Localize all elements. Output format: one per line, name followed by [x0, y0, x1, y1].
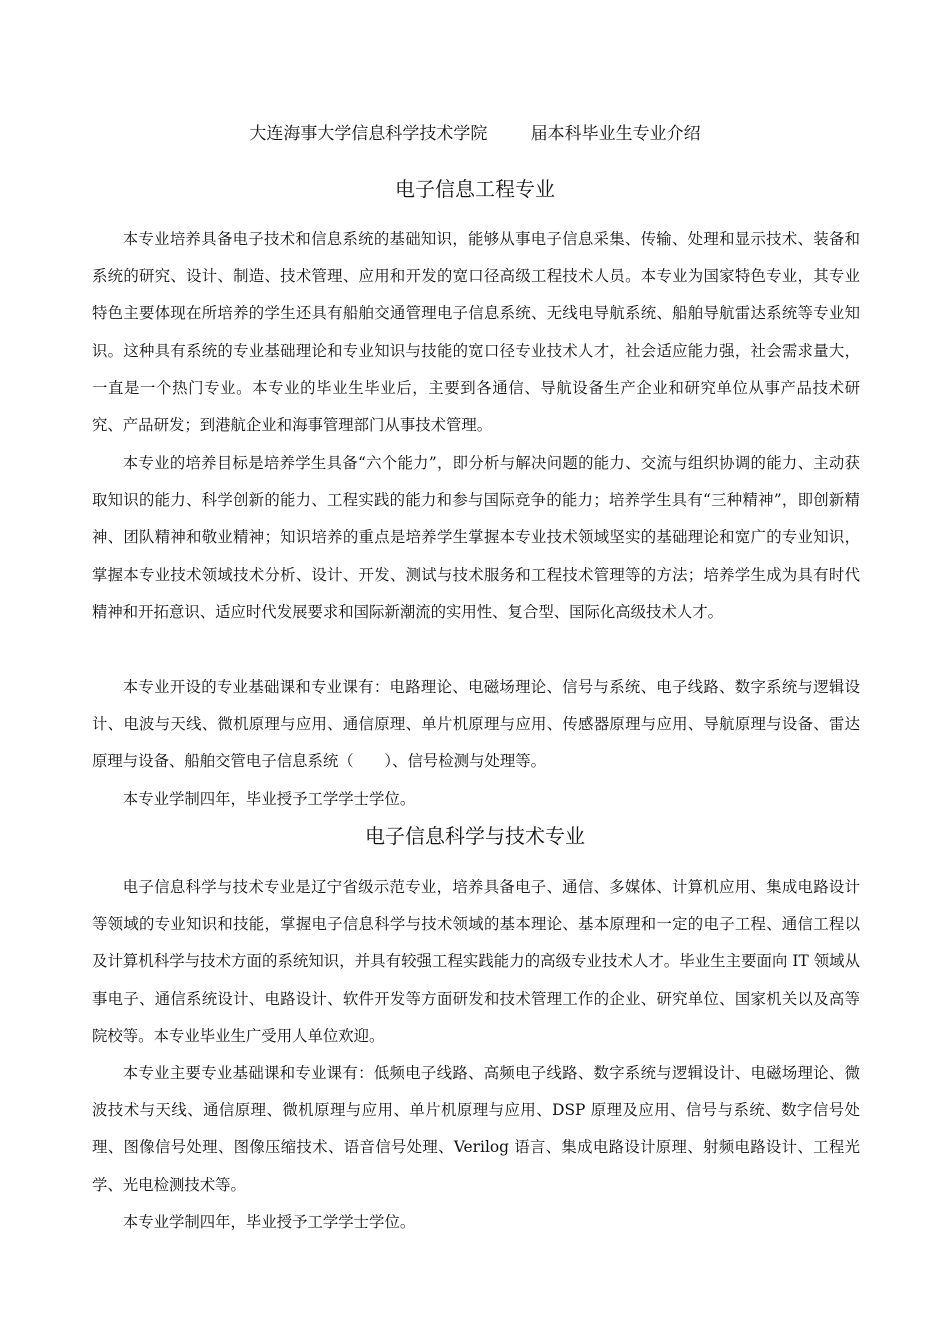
header-suffix: 届本科毕业生专业介绍: [530, 124, 701, 144]
paragraph: 电子信息科学与技术专业是辽宁省级示范专业，培养具备电子、通信、多媒体、计算机应用、集成电路设计等领域的专业知识和技能，掌握电子信息科学与技术领域的基本理论、基本原理和一定的电子工程、通信工程以及计算机科学与技术方面的系统知识，并具有较强工程实践能力的高级专业技术人才。毕业生主要面向 IT 领域从事电子、通信系统设计、电路设计、软件开发等方面研发和技术管理工作的企业、研究单位、国家机关以及高等院校等。本专业毕业生广受用人单位欢迎。: [92, 878, 860, 1045]
header-school: 大连海事大学信息科学技术学院: [249, 124, 488, 144]
paragraph: 本专业开设的专业基础课和专业课有：电路理论、电磁场理论、信号与系统、电子线路、数字系统与逻辑设计、电波与天线、微机原理与应用、通信原理、单片机原理与应用、传感器原理与应用、导航原理与设备、雷达原理与设备、船舶交管电子信息系统（ ）、信号检测与处理等。: [92, 678, 860, 771]
paragraph: 本专业学制四年，毕业授予工学学士学位。: [122, 790, 416, 808]
paragraph: 本专业学制四年，毕业授予工学学士学位。: [122, 1213, 416, 1231]
paragraph: 本专业培养具备电子技术和信息系统的基础知识，能够从事电子信息采集、传输、处理和显示技术、装备和系统的研究、设计、制造、技术管理、应用和开发的宽口径高级工程技术人员。本专业为国家特色专业，其专业特色主要体现在所培养的学生还具有船舶交通管理电子信息系统、无线电导航系统、船舶导航雷达系统等专业知识。这种具有系统的专业基础理论和专业知识与技能的宽口径专业技术人才，社会适应能力强，社会需求量大，一直是一个热门专业。本专业的毕业生毕业后，主要到各通信、导航设备生产企业和研究单位从事产品技术研究、产品研发；到港航企业和海事管理部门从事技术管理。: [92, 230, 860, 435]
header-gap: [487, 124, 530, 144]
section-title: 电子信息工程专业: [395, 177, 555, 201]
paragraph: 本专业主要专业基础课和专业课有：低频电子线路、高频电子线路、数字系统与逻辑设计、电磁场理论、微波技术与天线、通信原理、微机原理与应用、单片机原理与应用、DSP 原理及应用、信号与系统、数字信号处理、图像信号处理、图像压缩技术、语音信号处理、Verilog 语言、集成电路设计原理、射频电路设计、工程光学、光电检测技术等。: [92, 1064, 860, 1194]
section-title: 电子信息科学与技术专业: [365, 824, 585, 848]
document-header: [0, 120, 950, 148]
paragraph: 本专业的培养目标是培养学生具备“六个能力”，即分析与解决问题的能力、交流与组织协调的能力、主动获取知识的能力、科学创新的能力、工程实践的能力和参与国际竞争的能力；培养学生具有“三种精神”，即创新精神、团队精神和敬业精神；知识培养的重点是培养学生掌握本专业技术领域坚实的基础理论和宽广的专业知识，掌握本专业技术领域技术分析、设计、开发、测试与技术服务和工程技术管理等的方法；培养学生成为具有时代精神和开拓意识、适应时代发展要求和国际新潮流的实用性、复合型、国际化高级技术人才。: [92, 454, 860, 621]
